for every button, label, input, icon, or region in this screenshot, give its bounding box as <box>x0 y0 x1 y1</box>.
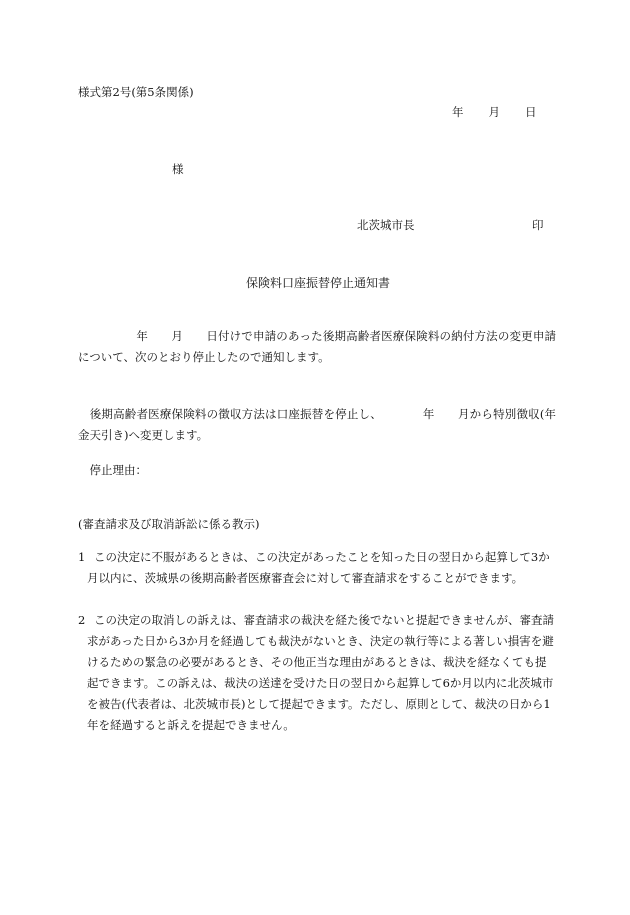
appeal-notice-item-number: 2 <box>78 613 86 627</box>
date-year-label: 年 <box>452 105 464 119</box>
document-title: 保険料口座振替停止通知書 <box>246 276 391 290</box>
decision-paragraph: 後期高齢者医療保険料の徴収方法は口座振替を停止し、 年 月から特別徴収(年金天引き)へ変更します。 <box>78 407 556 442</box>
appeal-notice-item <box>78 610 556 736</box>
issuer-name: 北茨城市長 <box>357 218 415 232</box>
appeal-notice-item <box>78 547 556 589</box>
issue-date <box>452 104 537 120</box>
appeal-notice-item-number: 1 <box>78 550 86 564</box>
date-day-label: 日 <box>525 105 537 119</box>
stop-reason-label: 停止理由： <box>78 463 147 477</box>
addressee-suffix: 様 <box>172 162 184 176</box>
appeal-notice-item-text: この決定の取消しの訴えは、審査請求の裁決を経た後でないと提起できませんが、審査請求があった日から3か月を経過しても裁決がないとき、決定の執行等による著しい損害を避けるための緊急の必要があるとき、その他正当な理由があるときは、裁決を経なくても提起できます。この訴えは、裁決の送達を受けた日の翌日から起算して6か月以内に北茨城市を被告(代表者は、北茨城市長)として提起できます。ただし、原則として、裁決の日から1年を経過すると訴えを提起できません。 <box>87 613 554 732</box>
appeal-notice-item-text: この決定に不服があるときは、この決定があったことを知った日の翌日から起算して3か月以内に、茨城県の後期高齢者医療審査会に対して審査請求をすることができます。 <box>87 550 550 585</box>
form-number: 様式第2号(第5条関係) <box>78 85 194 99</box>
appeal-notice-heading: (審査請求及び取消訴訟に係る教示) <box>78 517 260 531</box>
issuer-seal: 印 <box>532 218 544 232</box>
intro-paragraph: 年 月 日付けで申請のあった後期高齢者医療保険料の納付方法の変更申請について、次のとおり停止したので通知します。 <box>78 329 556 364</box>
date-month-label: 月 <box>488 105 500 119</box>
